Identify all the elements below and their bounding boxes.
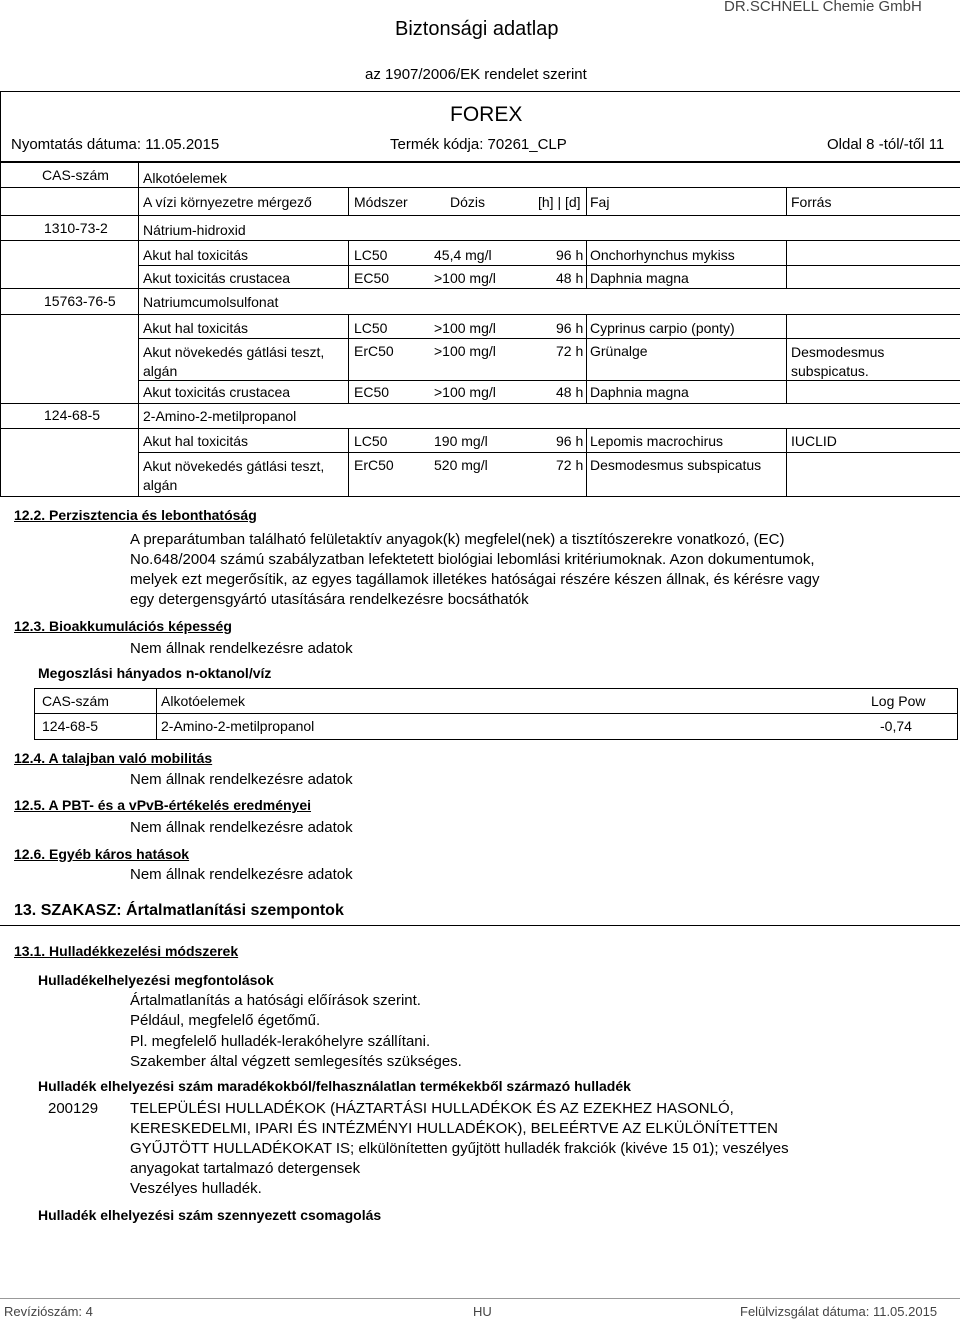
substance-cas: 124-68-5 — [44, 407, 101, 423]
section-12-3-text: Nem állnak rendelkezésre adatok — [130, 640, 353, 657]
section-12-2-heading: 12.2. Perzisztencia és lebonthatóság — [14, 507, 257, 523]
log-pow-header-components: Alkotóelemek — [161, 693, 246, 709]
test-type: Akut hal toxicitás — [143, 433, 249, 449]
exposure-time: 48 h — [556, 384, 584, 400]
exposure-time: 48 h — [556, 270, 584, 286]
test-type: Akut növekedés gátlási teszt, algán — [143, 458, 325, 493]
substance-cas: 15763-76-5 — [44, 293, 116, 309]
exposure-time: 72 h — [556, 457, 584, 473]
method: LC50 — [354, 320, 388, 336]
section-12-4-text: Nem állnak rendelkezésre adatok — [130, 771, 353, 788]
dose: >100 mg/l — [434, 384, 496, 400]
section-12-5-text: Nem állnak rendelkezésre adatok — [130, 819, 353, 836]
product-code: Termék kódja: 70261_CLP — [390, 136, 567, 153]
header-cas: CAS-szám — [42, 167, 109, 183]
header-source: Forrás — [791, 194, 832, 210]
log-pow-header-cas: CAS-szám — [42, 693, 109, 709]
header-components: Alkotóelemek — [143, 170, 228, 186]
section-13-1-heading: 13.1. Hulladékkezelési módszerek — [14, 943, 239, 959]
product-name: FOREX — [450, 103, 523, 126]
dose: >100 mg/l — [434, 343, 496, 359]
hazardous-waste-note: Veszélyes hulladék. — [130, 1180, 262, 1197]
company-name: DR.SCHNELL Chemie GmbH — [724, 0, 922, 15]
method: ErC50 — [354, 457, 394, 473]
page-number: Oldal 8 -tól/-től 11 — [827, 136, 945, 153]
log-pow-component: 2-Amino-2-metilpropanol — [161, 718, 315, 734]
dose: 190 mg/l — [434, 433, 488, 449]
log-pow-cas: 124-68-5 — [42, 718, 99, 734]
species: Cyprinus carpio (ponty) — [590, 320, 735, 336]
language-code: HU — [473, 1304, 492, 1319]
test-type: Akut toxicitás crustacea — [143, 270, 291, 286]
substance-cas: 1310-73-2 — [44, 220, 108, 236]
method: ErC50 — [354, 343, 394, 359]
log-pow-value: -0,74 — [880, 718, 912, 734]
method: EC50 — [354, 384, 390, 400]
waste-code-description: TELEPÜLÉSI HULLADÉKOK (HÁZTARTÁSI HULLADÉKOK ÉS AZ EZEKHEZ HASONLÓ, KERESKEDELMI, IPARI ÉS INTÉZMÉNYI HULLADÉKOK), BELEÉRTVE AZ ELKÜLÖNÍTETTEN GYŰJTÖTT HULLADÉKOKAT IS; elkülönítetten gyűjtött hulladék frakciók (kivéve 15 01); veszélyes anyagokat tartalmazó detergensek — [130, 1100, 789, 1177]
exposure-time: 96 h — [556, 320, 584, 336]
print-date: Nyomtatás dátuma: 11.05.2015 — [11, 136, 220, 153]
dose: 45,4 mg/l — [434, 247, 492, 263]
review-date: Felülvizsgálat dátuma: 11.05.2015 — [740, 1304, 938, 1319]
method: LC50 — [354, 433, 388, 449]
header-hd: [h] | [d] — [538, 194, 581, 210]
waste-code: 200129 — [48, 1100, 99, 1117]
source: IUCLID — [791, 433, 837, 449]
disposal-considerations-heading: Hulladékelhelyezési megfontolások — [38, 972, 274, 988]
species: Daphnia magna — [590, 384, 689, 400]
method: EC50 — [354, 270, 390, 286]
test-type: Akut hal toxicitás — [143, 247, 249, 263]
log-pow-header-value: Log Pow — [871, 693, 926, 709]
header-method: Módszer — [354, 194, 408, 210]
section-12-5-heading: 12.5. A PBT- és a vPvB-értékelés eredményei — [14, 797, 312, 813]
exposure-time: 96 h — [556, 247, 584, 263]
partition-subheading: Megoszlási hányados n-oktanol/víz — [38, 665, 272, 681]
substance-name: Natriumcumolsulfonat — [143, 294, 279, 310]
test-type: Akut hal toxicitás — [143, 320, 249, 336]
section-12-3-heading: 12.3. Bioakkumulációs képesség — [14, 618, 232, 634]
substance-name: 2-Amino-2-metilpropanol — [143, 408, 297, 424]
species: Daphnia magna — [590, 270, 689, 286]
section-12-4-heading: 12.4. A talajban való mobilitás — [14, 750, 213, 766]
document-title: Biztonsági adatlap — [395, 18, 559, 40]
waste-code-heading: Hulladék elhelyezési szám maradékokból/felhasználatlan termékekből származó hulladék — [38, 1078, 631, 1094]
dose: 520 mg/l — [434, 457, 488, 473]
test-type: Akut növekedés gátlási teszt, algán — [143, 344, 325, 379]
section-12-2-text: A preparátumban található felületaktív anyagok(k) megfelel(nek) a tisztítószerekre vonatkozó, (EC) No.648/2004 számú szabályzatban lefektetett biológiai lebomlási kritériumoknak. Azon dokumentumok, melyek ezt megerősítik, az egyes tagállamok illetékes hatóságai részére készen állnak, és kérésre vagy egy detergensgyártó utasítására rendelkezésre bocsáthatók — [130, 531, 820, 608]
packaging-waste-heading: Hulladék elhelyezési szám szennyezett csomagolás — [38, 1207, 382, 1223]
exposure-time: 96 h — [556, 433, 584, 449]
species: Onchorhynchus mykiss — [590, 247, 735, 263]
disposal-line: Ártalmatlanítás a hatósági előírások szerint. — [130, 992, 421, 1009]
header-species: Faj — [590, 194, 610, 210]
species: Grünalge — [590, 343, 648, 359]
disposal-line: Szakember által végzett semlegesítés szükséges. — [130, 1053, 462, 1070]
regulation-text: az 1907/2006/EK rendelet szerint — [365, 66, 587, 83]
dose: >100 mg/l — [434, 270, 496, 286]
source: Desmodesmus subspicatus. — [791, 344, 885, 379]
test-type: Akut toxicitás crustacea — [143, 384, 291, 400]
dose: >100 mg/l — [434, 320, 496, 336]
revision-number: Revíziószám: 4 — [4, 1304, 93, 1319]
section-13-heading: 13. SZAKASZ: Ártalmatlanítási szempontok — [14, 902, 344, 919]
section-12-6-heading: 12.6. Egyéb káros hatások — [14, 846, 190, 862]
species: Lepomis macrochirus — [590, 433, 724, 449]
method: LC50 — [354, 247, 388, 263]
species: Desmodesmus subspicatus — [590, 457, 762, 473]
disposal-line: Pl. megfelelő hulladék-lerakóhelyre szállítani. — [130, 1033, 431, 1050]
disposal-line: Például, megfelelő égetőmű. — [130, 1012, 321, 1029]
section-12-6-text: Nem állnak rendelkezésre adatok — [130, 866, 353, 883]
header-aquatic: A vízi környezetre mérgező — [143, 194, 312, 210]
substance-name: Nátrium-hidroxid — [143, 222, 246, 238]
exposure-time: 72 h — [556, 343, 584, 359]
header-box — [0, 91, 960, 162]
header-dose: Dózis — [450, 194, 486, 210]
